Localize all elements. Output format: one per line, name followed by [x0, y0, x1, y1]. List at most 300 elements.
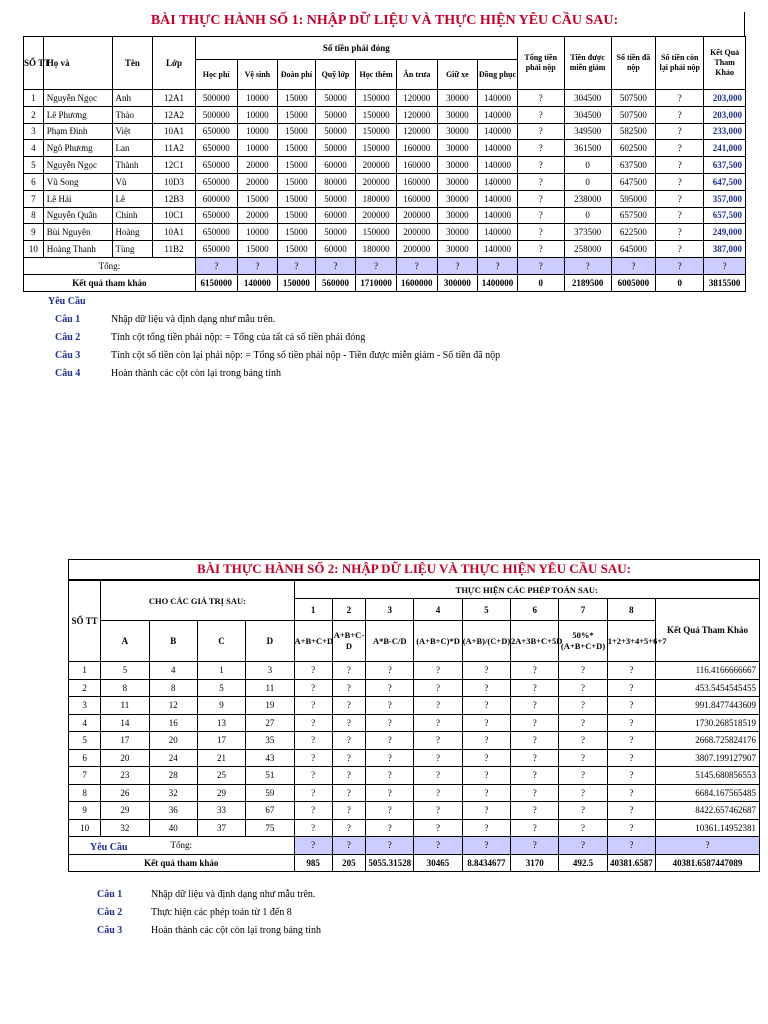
table-cell: ?	[517, 140, 564, 157]
ex2-op-formula: A+B+C+D	[294, 621, 332, 662]
table-cell: ?	[414, 802, 462, 820]
ex1-header-fee: Quỹ lớp	[315, 60, 356, 90]
table-cell: 0	[564, 173, 611, 190]
ex2-table	[68, 580, 760, 872]
ex1-header-stt: SỐ TT	[24, 37, 44, 90]
table-cell: 304500	[564, 106, 611, 123]
table-cell: ?	[462, 802, 510, 820]
table-cell: ?	[559, 767, 607, 785]
table-cell: ?	[517, 157, 564, 174]
table-cell: 15000	[237, 190, 278, 207]
table-cell: 32	[149, 784, 197, 802]
table-cell: 8	[24, 207, 44, 224]
table-row	[24, 90, 746, 107]
table-cell: 249,000	[704, 224, 746, 241]
table-cell: ?	[294, 784, 332, 802]
table-cell: 15000	[278, 207, 316, 224]
table-cell: 60000	[315, 241, 356, 258]
table-cell: 5	[24, 157, 44, 174]
table-cell: 12	[149, 697, 197, 715]
table-cell: 160000	[396, 140, 437, 157]
table-cell: 241,000	[704, 140, 746, 157]
table-cell: 6	[69, 749, 101, 767]
ex1-total-mark: ?	[656, 257, 704, 274]
table-cell: 3	[69, 697, 101, 715]
table-cell: ?	[414, 732, 462, 750]
table-cell: 0	[564, 207, 611, 224]
table-cell: ?	[517, 173, 564, 190]
table-cell: 75	[246, 819, 294, 837]
table-cell: ?	[332, 732, 365, 750]
table-cell: 0	[564, 157, 611, 174]
ex1-total-mark: ?	[356, 257, 397, 274]
table-cell: 20	[101, 749, 149, 767]
table-cell: 28	[149, 767, 197, 785]
table-cell: ?	[511, 802, 559, 820]
ex1-result-value: 6005000	[611, 274, 656, 291]
table-cell: 50000	[315, 90, 356, 107]
table-cell: 10000	[237, 106, 278, 123]
table-cell: ?	[414, 749, 462, 767]
table-cell: ?	[511, 714, 559, 732]
table-row	[24, 190, 746, 207]
ex1-total-mark: ?	[237, 257, 278, 274]
table-cell: 200000	[396, 207, 437, 224]
ex2-total-mark: ?	[656, 837, 760, 855]
table-cell: ?	[559, 662, 607, 680]
table-cell: ?	[656, 157, 704, 174]
table-cell: 357,000	[704, 190, 746, 207]
table-cell: Bùi Nguyên	[43, 224, 112, 241]
ex2-var-header: A	[101, 621, 149, 662]
ex1-total-mark: ?	[437, 257, 478, 274]
table-cell: 200000	[356, 173, 397, 190]
ex2-requirement	[97, 907, 292, 918]
table-cell: 1	[69, 662, 101, 680]
table-cell: 59	[246, 784, 294, 802]
ex2-result-value: 492.5	[559, 854, 607, 872]
table-cell: ?	[332, 802, 365, 820]
table-cell: 10A1	[153, 123, 196, 140]
table-cell: 27	[246, 714, 294, 732]
table-cell: ?	[294, 749, 332, 767]
table-row	[24, 224, 746, 241]
table-cell: ?	[462, 714, 510, 732]
table-cell: 25	[197, 767, 245, 785]
table-cell: 1730.268518519	[656, 714, 760, 732]
table-cell: 26	[101, 784, 149, 802]
ex2-requirement-text: Nhập dữ liệu và định dạng như mẫu trên.	[151, 889, 316, 900]
table-cell: Hoàng	[112, 224, 153, 241]
ex1-result-value: 300000	[437, 274, 478, 291]
ex1-requirement-text: Tính cột tổng tiền phải nộp: = Tổng của tất cả số tiền phải đóng	[111, 332, 366, 343]
table-cell: 160000	[396, 190, 437, 207]
table-cell: 12C1	[153, 157, 196, 174]
table-cell: ?	[607, 697, 655, 715]
table-cell: 5	[101, 662, 149, 680]
table-cell: ?	[462, 784, 510, 802]
ex2-result-value: 40381.6587447089	[656, 854, 760, 872]
table-cell: 20000	[237, 173, 278, 190]
table-cell: 43	[246, 749, 294, 767]
table-cell: 582500	[611, 123, 656, 140]
table-cell: 650000	[195, 140, 237, 157]
table-cell: ?	[294, 819, 332, 837]
table-cell: Vũ	[112, 173, 153, 190]
table-cell: ?	[332, 697, 365, 715]
table-row	[69, 784, 760, 802]
table-cell: ?	[366, 662, 414, 680]
table-cell: 80000	[315, 173, 356, 190]
table-cell: 140000	[478, 90, 518, 107]
ex2-total-mark: ?	[462, 837, 510, 855]
table-cell: ?	[294, 662, 332, 680]
table-cell: 10C1	[153, 207, 196, 224]
table-row	[24, 140, 746, 157]
table-cell: 33	[197, 802, 245, 820]
ex1-requirement	[55, 332, 365, 343]
table-cell: 140000	[478, 241, 518, 258]
table-cell: ?	[294, 802, 332, 820]
table-cell: 349500	[564, 123, 611, 140]
table-cell: 622500	[611, 224, 656, 241]
table-cell: ?	[559, 802, 607, 820]
table-cell: 13	[197, 714, 245, 732]
table-row	[69, 679, 760, 697]
table-cell: 17	[101, 732, 149, 750]
table-cell: ?	[511, 767, 559, 785]
table-cell: Chính	[112, 207, 153, 224]
table-cell: 30000	[437, 140, 478, 157]
table-cell: ?	[607, 714, 655, 732]
table-cell: ?	[656, 207, 704, 224]
ex1-header-fee: Học phí	[195, 60, 237, 90]
table-cell: 50000	[315, 140, 356, 157]
ex2-op-formula: 1+2+3+4+5+6+7	[607, 621, 655, 662]
table-cell: Nguyễn Ngọc	[43, 90, 112, 107]
ex1-total-mark: ?	[195, 257, 237, 274]
ex1-title: BÀI THỰC HÀNH SỐ 1: NHẬP DỮ LIỆU VÀ THỰC HIỆN YÊU CẦU SAU:	[150, 13, 619, 28]
table-row	[69, 819, 760, 837]
table-cell: 20000	[237, 157, 278, 174]
table-cell: 203,000	[704, 90, 746, 107]
table-cell: 140000	[478, 140, 518, 157]
table-cell: 15000	[278, 106, 316, 123]
table-cell: Tùng	[112, 241, 153, 258]
table-cell: 8	[69, 784, 101, 802]
ex2-requirements-title: Yêu Cầu	[90, 842, 128, 853]
table-cell: 200000	[396, 241, 437, 258]
table-cell: ?	[366, 819, 414, 837]
ex2-total-mark: ?	[559, 837, 607, 855]
ex1-requirement-label: Câu 1	[55, 314, 81, 325]
ex2-requirement-text: Thực hiện các phép toán từ 1 đến 8	[151, 907, 292, 918]
table-cell: ?	[517, 241, 564, 258]
table-cell: ?	[656, 173, 704, 190]
ex1-total-label: Tổng:	[24, 257, 196, 274]
ex2-header-ops: THỰC HIỆN CÁC PHÉP TOÁN SAU:	[294, 581, 759, 599]
table-cell: 647,500	[704, 173, 746, 190]
table-cell: 12A2	[153, 106, 196, 123]
table-cell: 238000	[564, 190, 611, 207]
ex1-header-tong-tien: Tổng tiền phải nộp	[517, 37, 564, 90]
table-cell: 637,500	[704, 157, 746, 174]
table-row	[24, 207, 746, 224]
table-cell: ?	[517, 207, 564, 224]
table-cell: 657,500	[704, 207, 746, 224]
ex2-op-formula: (A+B)/(C+D)	[462, 621, 510, 662]
table-cell: 12B3	[153, 190, 196, 207]
ex1-header-mien-giam: Tiền được miễn giảm	[564, 37, 611, 90]
table-cell: ?	[559, 697, 607, 715]
ex2-result-value: 30465	[414, 854, 462, 872]
table-cell: 37	[197, 819, 245, 837]
table-cell: Hoàng Thanh	[43, 241, 112, 258]
ex1-result-value: 150000	[278, 274, 316, 291]
table-cell: ?	[294, 732, 332, 750]
table-cell: ?	[462, 679, 510, 697]
ex1-header-group: Số tiền phải đóng	[195, 37, 517, 60]
ex1-result-value: 560000	[315, 274, 356, 291]
ex2-result-value: 40381.6587	[607, 854, 655, 872]
table-row	[69, 767, 760, 785]
ex1-total-mark: ?	[704, 257, 746, 274]
table-cell: 20000	[237, 207, 278, 224]
table-cell: ?	[607, 802, 655, 820]
ex2-op-formula: A*B-C/D	[366, 621, 414, 662]
table-cell: ?	[511, 662, 559, 680]
table-cell: 16	[149, 714, 197, 732]
table-cell: 650000	[195, 123, 237, 140]
table-cell: 10000	[237, 224, 278, 241]
table-cell: 50000	[315, 123, 356, 140]
table-cell: ?	[511, 679, 559, 697]
table-cell: 30000	[437, 224, 478, 241]
table-cell: Lê Phương	[43, 106, 112, 123]
table-cell: 8	[101, 679, 149, 697]
table-cell: 453.5454545455	[656, 679, 760, 697]
table-cell: 595000	[611, 190, 656, 207]
ex2-requirement-label: Câu 2	[97, 907, 123, 918]
table-cell: ?	[559, 679, 607, 697]
table-cell: ?	[607, 662, 655, 680]
ex1-total-mark: ?	[478, 257, 518, 274]
table-cell: ?	[607, 819, 655, 837]
table-cell: ?	[294, 714, 332, 732]
ex1-requirements-title: Yêu Cầu	[48, 296, 86, 307]
ex1-result-value: 1400000	[478, 274, 518, 291]
table-cell: 2	[69, 679, 101, 697]
table-cell: ?	[517, 106, 564, 123]
table-row	[24, 241, 746, 258]
table-cell: ?	[414, 662, 462, 680]
table-cell: ?	[332, 662, 365, 680]
table-cell: 4	[69, 714, 101, 732]
table-cell: ?	[656, 241, 704, 258]
table-cell: ?	[414, 697, 462, 715]
table-cell: ?	[656, 140, 704, 157]
table-cell: 6	[24, 173, 44, 190]
ex1-result-value: 140000	[237, 274, 278, 291]
table-cell: 150000	[356, 106, 397, 123]
ex1-requirement-label: Câu 3	[55, 350, 81, 361]
ex2-requirement	[97, 889, 315, 900]
table-cell: 602500	[611, 140, 656, 157]
ex1-total-mark: ?	[611, 257, 656, 274]
table-cell: 35	[246, 732, 294, 750]
table-cell: ?	[332, 749, 365, 767]
table-cell: ?	[366, 679, 414, 697]
table-cell: 5	[69, 732, 101, 750]
table-cell: 200000	[356, 207, 397, 224]
table-cell: 5145.680856553	[656, 767, 760, 785]
table-cell: 180000	[356, 190, 397, 207]
table-cell: 160000	[396, 173, 437, 190]
table-cell: Lê	[112, 190, 153, 207]
table-cell: ?	[511, 749, 559, 767]
table-cell: ?	[414, 819, 462, 837]
table-cell: 361500	[564, 140, 611, 157]
table-cell: 373500	[564, 224, 611, 241]
table-cell: 40	[149, 819, 197, 837]
table-cell: 650000	[195, 157, 237, 174]
ex2-result-value: 3170	[511, 854, 559, 872]
table-cell: ?	[462, 732, 510, 750]
ex2-result-value: 8.8434677	[462, 854, 510, 872]
ex2-requirement	[97, 925, 321, 936]
table-cell: 645000	[611, 241, 656, 258]
ex2-op-number: 2	[332, 599, 365, 621]
table-cell: 23	[101, 767, 149, 785]
table-cell: 50000	[315, 190, 356, 207]
ex1-total-mark: ?	[315, 257, 356, 274]
table-cell: ?	[366, 784, 414, 802]
table-cell: 20	[149, 732, 197, 750]
table-cell: Thảo	[112, 106, 153, 123]
ex2-total-label: Tổng:	[69, 837, 295, 855]
table-cell: ?	[414, 679, 462, 697]
table-cell: 30000	[437, 106, 478, 123]
table-cell: 233,000	[704, 123, 746, 140]
table-cell: ?	[511, 819, 559, 837]
table-cell: 21	[197, 749, 245, 767]
table-cell: 991.8477443609	[656, 697, 760, 715]
table-row	[24, 173, 746, 190]
table-cell: ?	[414, 784, 462, 802]
ex2-op-formula: (A+B+C)*D	[414, 621, 462, 662]
table-cell: 180000	[356, 241, 397, 258]
table-cell: 8	[149, 679, 197, 697]
table-cell: 32	[101, 819, 149, 837]
ex1-result-value: 6150000	[195, 274, 237, 291]
table-row	[69, 662, 760, 680]
ex1-requirement-text: Tính cột số tiền còn lại phải nộp: = Tổng số tiền phải nộp - Tiền được miễn giảm - Số tiền đã nộp	[111, 350, 501, 361]
table-cell: ?	[517, 224, 564, 241]
table-cell: 140000	[478, 207, 518, 224]
table-cell: ?	[511, 732, 559, 750]
table-cell: 19	[246, 697, 294, 715]
table-cell: 150000	[356, 90, 397, 107]
ex1-total-mark: ?	[396, 257, 437, 274]
table-cell: 30000	[437, 90, 478, 107]
ex2-total-mark: ?	[607, 837, 655, 855]
table-cell: 15000	[278, 123, 316, 140]
table-cell: Nguyễn Ngọc	[43, 157, 112, 174]
table-cell: 4	[24, 140, 44, 157]
table-cell: 8422.657462687	[656, 802, 760, 820]
table-cell: ?	[462, 767, 510, 785]
table-cell: Lan	[112, 140, 153, 157]
ex1-header-fee: Đồng phục	[478, 60, 518, 90]
table-cell: Thành	[112, 157, 153, 174]
table-cell: ?	[656, 123, 704, 140]
ex2-op-number: 7	[559, 599, 607, 621]
table-cell: ?	[511, 784, 559, 802]
table-cell: 17	[197, 732, 245, 750]
table-cell: 650000	[195, 224, 237, 241]
table-cell: 500000	[195, 106, 237, 123]
table-cell: 650000	[195, 241, 237, 258]
table-cell: 10D3	[153, 173, 196, 190]
table-cell: ?	[607, 767, 655, 785]
table-cell: Vũ Song	[43, 173, 112, 190]
table-cell: ?	[366, 749, 414, 767]
table-cell: ?	[462, 662, 510, 680]
table-cell: 30000	[437, 207, 478, 224]
table-cell: 258000	[564, 241, 611, 258]
ex1-requirement-text: Hoàn thành các cột còn lại trong bảng tính	[111, 368, 281, 379]
ex1-result-value: 1710000	[356, 274, 397, 291]
ex1-header-fee: Vệ sinh	[237, 60, 278, 90]
table-cell: 10000	[237, 90, 278, 107]
ex1-requirement-text: Nhập dữ liệu và định dạng như mẫu trên.	[111, 314, 276, 325]
ex1-total-mark: ?	[564, 257, 611, 274]
table-cell: ?	[559, 749, 607, 767]
table-cell: ?	[517, 190, 564, 207]
table-cell: 30000	[437, 190, 478, 207]
table-cell: 9	[24, 224, 44, 241]
table-cell: 10	[24, 241, 44, 258]
ex2-op-number: 3	[366, 599, 414, 621]
table-cell: 30000	[437, 241, 478, 258]
ex1-requirement	[55, 368, 281, 379]
table-cell: 140000	[478, 106, 518, 123]
table-cell: ?	[332, 679, 365, 697]
ex2-result-label: Kết quả tham khảo	[69, 854, 295, 872]
table-cell: 60000	[315, 157, 356, 174]
table-cell: ?	[366, 714, 414, 732]
table-cell: 4	[149, 662, 197, 680]
table-cell: ?	[332, 784, 365, 802]
ex2-total-mark: ?	[294, 837, 332, 855]
table-cell: 29	[101, 802, 149, 820]
table-cell: 12A1	[153, 90, 196, 107]
table-cell: 3807.199127907	[656, 749, 760, 767]
table-cell: ?	[607, 732, 655, 750]
table-cell: Việt	[112, 123, 153, 140]
table-cell: Lê Hải	[43, 190, 112, 207]
ex2-requirement-text: Hoàn thành các cột còn lại trong bảng tính	[151, 925, 321, 936]
table-cell: 9	[197, 697, 245, 715]
table-cell: ?	[656, 224, 704, 241]
table-cell: 10000	[237, 140, 278, 157]
ex1-requirement	[55, 350, 500, 361]
ex2-op-number: 4	[414, 599, 462, 621]
table-cell: 11	[246, 679, 294, 697]
table-cell: Nguyễn Quân	[43, 207, 112, 224]
table-cell: 15000	[278, 157, 316, 174]
table-cell: 140000	[478, 173, 518, 190]
